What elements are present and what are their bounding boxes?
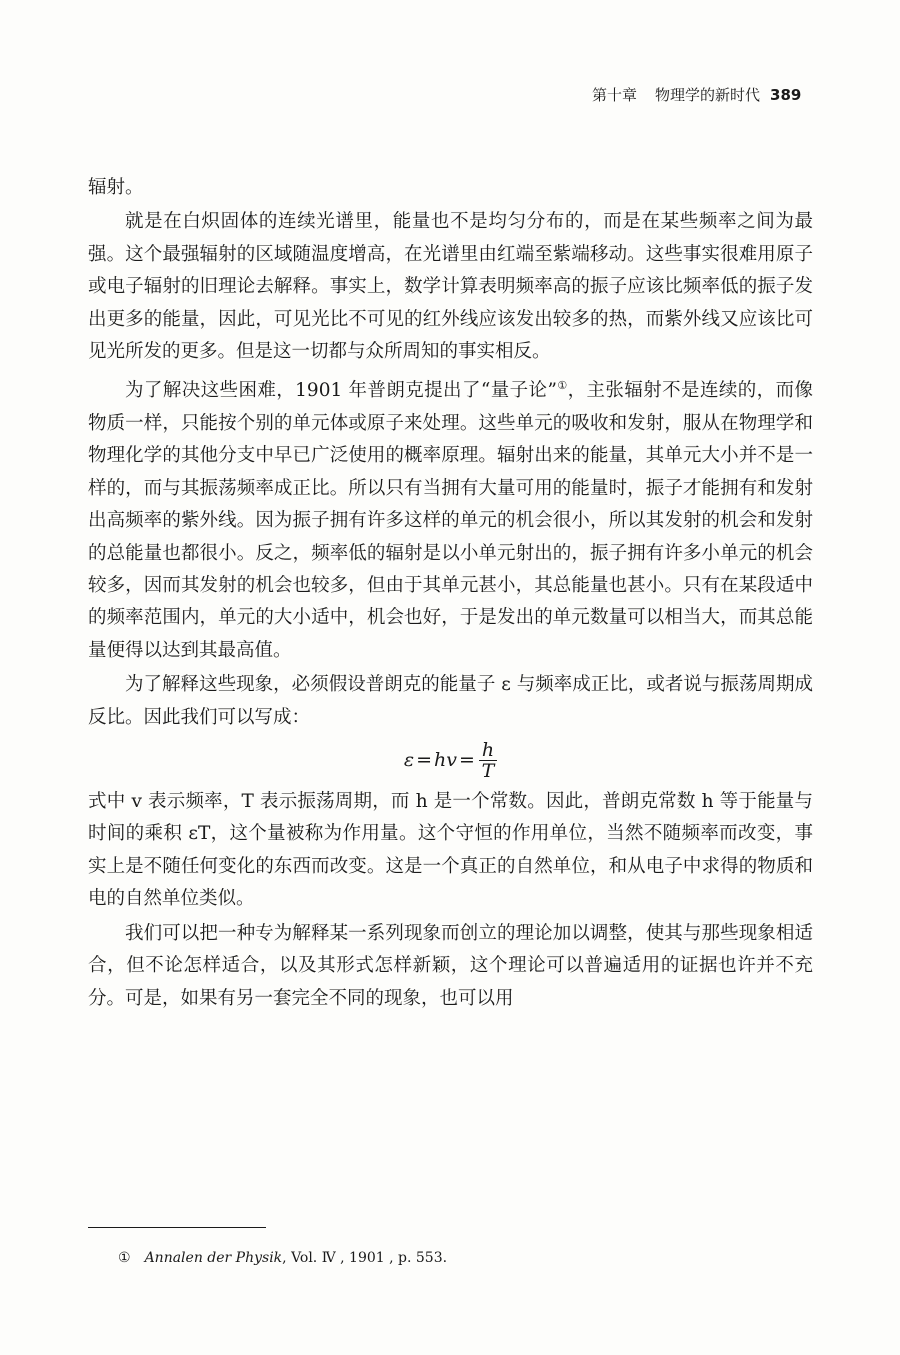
equation-epsilon: ε [403,749,415,772]
paragraph-after-equation: 式中 v 表示频率，T 表示振荡周期，而 h 是一个常数。因此，普朗克常数 h 等于能量与时间的乘积 εT，这个量被称为作用量。这个守恒的作用单位，当然不随频率而改变，事实上是不随任何变化的东西而改变。这是一个真正的自然单位，和从电子中求得的物质和电的自然单位类似。 [88,791,813,910]
equation-hv: hv [433,749,457,772]
footnote-reference: ① [556,379,568,393]
planck-equation [88,740,813,784]
paragraph-text: ，主张辐射不是连续的，而像物质一样，只能按个别的单元体或原子来处理。这些单元的吸收和发射，服从在物理学和物理化学的其他分支中早已广泛使用的概率原理。辐射出来的能量，其单元大小并不是一样的，而与其振荡频率成正比。所以只有当拥有大量可用的能量时，振子才能拥有和发射出高频率的紫外线。因为振子拥有许多这样的单元的机会很小，所以其发射的机会和发射的总能量也都很小。反之，频率低的辐射是以小单元射出的，振子拥有许多小单元的机会较多，因而其发射的机会也较多，但由于其单元甚小，其总能量也甚小。只有在某段适中的频率范围内，单元的大小适中，机会也好，于是发出的单元数量可以相当大，而其总能量便得以达到其最高值。 [88,380,813,661]
fraction-denominator: T [481,760,495,783]
paragraph-continuation: 辐射。 [88,177,144,198]
chapter-title: 物理学的新时代 [655,86,761,104]
footnote-divider [88,1227,266,1228]
footnote [118,1250,447,1266]
paragraph [88,370,813,667]
paragraph: 就是在白炽固体的连续光谱里，能量也不是均匀分布的，而是在某些频率之间为最强。这个最强辐射的区域随温度增高，在光谱里由红端至紫端移动。这些事实很难用原子或电子辐射的旧理论去解释。事实上，数学计算表明频率高的振子应该比频率低的振子发出更多的能量，因此，可见光比不可见的红外线应该发出较多的热，而紫外线又应该比可见光所发的更多。但是这一切都与众所周知的事实相反。 [88,211,813,363]
equation-fraction [479,740,497,781]
chapter-label: 第十章 [592,86,638,104]
body-text [88,172,813,1015]
footnote-journal: Annalen der Physik [144,1250,283,1266]
fraction-numerator: h [479,740,497,761]
paragraph: 我们可以把一种专为解释某一系列现象而创立的理论加以调整，使其与那些现象相适合，但不论怎样适合，以及其形式怎样新颖，这个理论可以普遍适用的证据也许并不充分。可是，如果有另一套完全不同的现象，也可以用 [88,922,813,1009]
running-head [592,84,801,105]
footnote-citation: , Vol. Ⅳ , 1901 , p. 553. [282,1250,448,1266]
equation-equals: = [458,749,475,772]
page-number: 389 [770,86,802,104]
paragraph-text: 为了解决这些困难，1901 年普朗克提出了“量子论” [125,380,557,402]
paragraph: 为了解释这些现象，必须假设普朗克的能量子 ε 与频率成正比，或者说与振荡周期成反比。因此我们可以写成： [88,674,813,728]
equation-equals: = [416,749,432,772]
footnote-mark: ① [118,1250,131,1266]
